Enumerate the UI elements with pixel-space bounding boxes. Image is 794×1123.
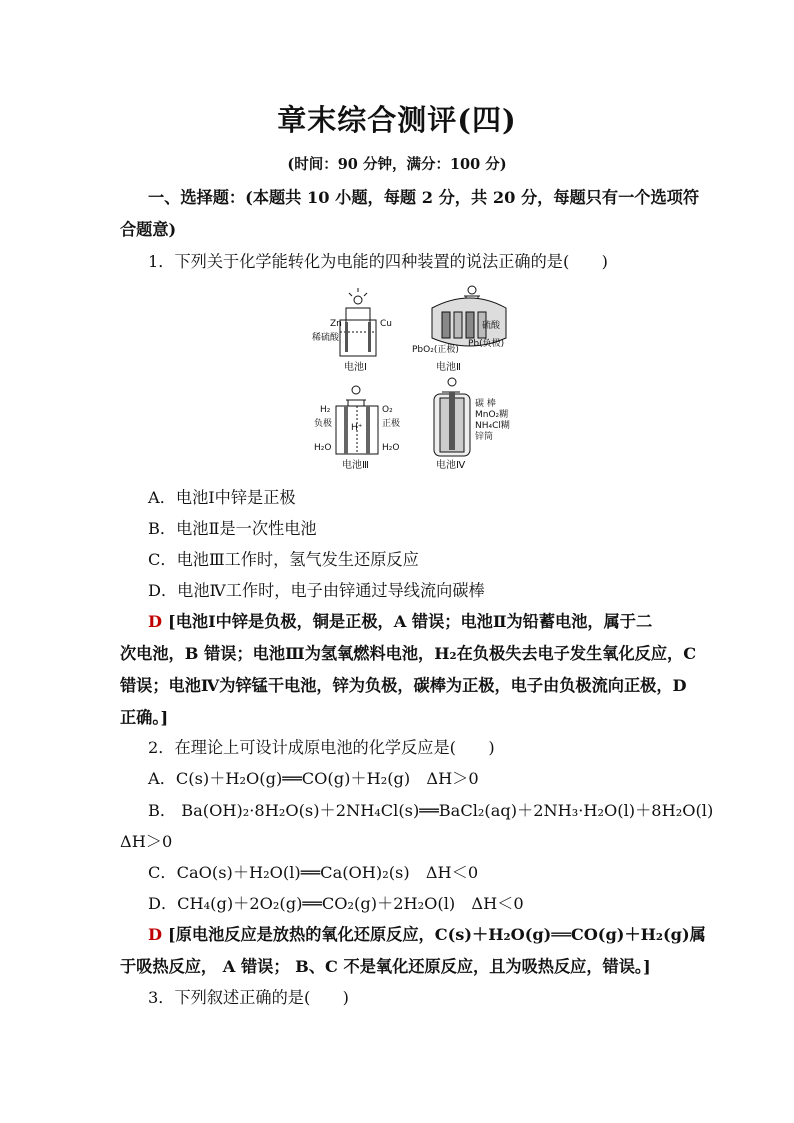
battery-3-diagram: [314, 386, 400, 471]
positive-electrode-label: 正极: [382, 419, 401, 429]
battery-2-caption: 电池Ⅱ: [436, 362, 461, 373]
q2-explanation-2: 于吸热反应， A 错误； B、C 不是氧化还原反应，且为吸热反应，错误。]: [120, 957, 651, 976]
q1-explanation-1: [电池Ⅰ中锌是负极，铜是正极，A 错误；电池Ⅱ为铅蓄电池，属于二: [168, 612, 653, 631]
q1-option-b: B．电池Ⅱ是一次性电池: [148, 519, 317, 538]
page-title: 章末综合测评(四): [277, 103, 517, 137]
q2-answer: D: [148, 925, 163, 944]
q2-explanation-1: [原电池反应是放热的氧化还原反应，C(s)＋H₂O(g)══CO(g)＋H₂(g)属: [168, 925, 706, 944]
h2-label: H₂: [320, 405, 331, 415]
question-1-stem: 1．下列关于化学能转化为电能的四种装置的说法正确的是( ): [148, 252, 608, 271]
battery-1-caption: 电池Ⅰ: [344, 362, 367, 373]
cu-label: Cu: [380, 319, 392, 329]
carbon-rod-label: 碳 棒: [475, 399, 496, 409]
battery-4-caption: 电池Ⅳ: [436, 460, 466, 471]
section-heading-cont: 合题意): [120, 220, 177, 239]
q2-option-c: C．CaO(s)＋H₂O(l)══Ca(OH)₂(s) ΔH＜0: [148, 863, 479, 882]
q1-answer-line-1: [148, 608, 652, 632]
exam-info: (时间：90 分钟，满分：100 分): [287, 156, 507, 173]
h2o-left-label: H₂O: [314, 443, 332, 453]
q1-explanation-2: 次电池，B 错误；电池Ⅲ为氢氧燃料电池，H₂在负极失去电子发生氧化反应，C: [120, 644, 697, 663]
question-3-stem: 3．下列叙述正确的是( ): [148, 988, 349, 1007]
nh4cl-label: NH₄Cl糊: [475, 421, 510, 431]
zn-label: Zn: [330, 319, 342, 329]
battery-figure: [300, 282, 530, 478]
q2-option-d: D．CH₄(g)＋2O₂(g)══CO₂(g)＋2H₂O(l) ΔH＜0: [148, 894, 524, 913]
acid-label-1: 稀硫酸: [312, 333, 340, 343]
h2o-right-label: H₂O: [382, 443, 400, 453]
q1-option-a: A．电池Ⅰ中锌是正极: [148, 488, 296, 507]
q1-explanation-4: 正确。]: [120, 708, 169, 727]
section-heading: 一、选择题：(本题共 10 小题，每题 2 分，共 20 分，每题只有一个选项符: [148, 188, 700, 207]
q2-option-b: B． Ba(OH)₂·8H₂O(s)＋2NH₄Cl(s)══BaCl₂(aq)＋2NH₃·H₂O(l)＋8H₂O(l): [148, 801, 714, 820]
zinc-can-label: 锌筒: [475, 432, 494, 442]
battery-1-diagram: [312, 288, 392, 373]
pb-label: Pb(负极): [468, 339, 505, 349]
q1-answer: D: [148, 612, 163, 631]
q1-explanation-3: 错误；电池Ⅳ为锌锰干电池，锌为负极，碳棒为正极，电子由负极流向正极，D: [120, 676, 687, 695]
battery-3-caption: 电池Ⅲ: [342, 460, 369, 471]
q1-option-d: D．电池Ⅳ工作时，电子由锌通过导线流向碳棒: [148, 581, 485, 600]
q1-option-c: C．电池Ⅲ工作时，氢气发生还原反应: [148, 550, 419, 569]
negative-electrode-label: 负极: [314, 419, 333, 429]
question-2-stem: 2．在理论上可设计成原电池的化学反应是( ): [148, 738, 495, 757]
mno2-label: MnO₂糊: [475, 410, 509, 420]
q2-answer-line-1: [148, 921, 706, 945]
battery-4-diagram: [434, 378, 510, 471]
battery-2-diagram: [412, 286, 506, 373]
pbo2-label: PbO₂(正极): [412, 345, 459, 355]
acid-label-2: 硫酸: [482, 321, 501, 331]
o2-label: O₂: [382, 405, 393, 415]
hplus-label: H⁺: [351, 423, 363, 433]
q2-option-a: A．C(s)＋H₂O(g)══CO(g)＋H₂(g) ΔH＞0: [148, 769, 479, 788]
q2-option-b-cont: ΔH＞0: [120, 832, 173, 851]
